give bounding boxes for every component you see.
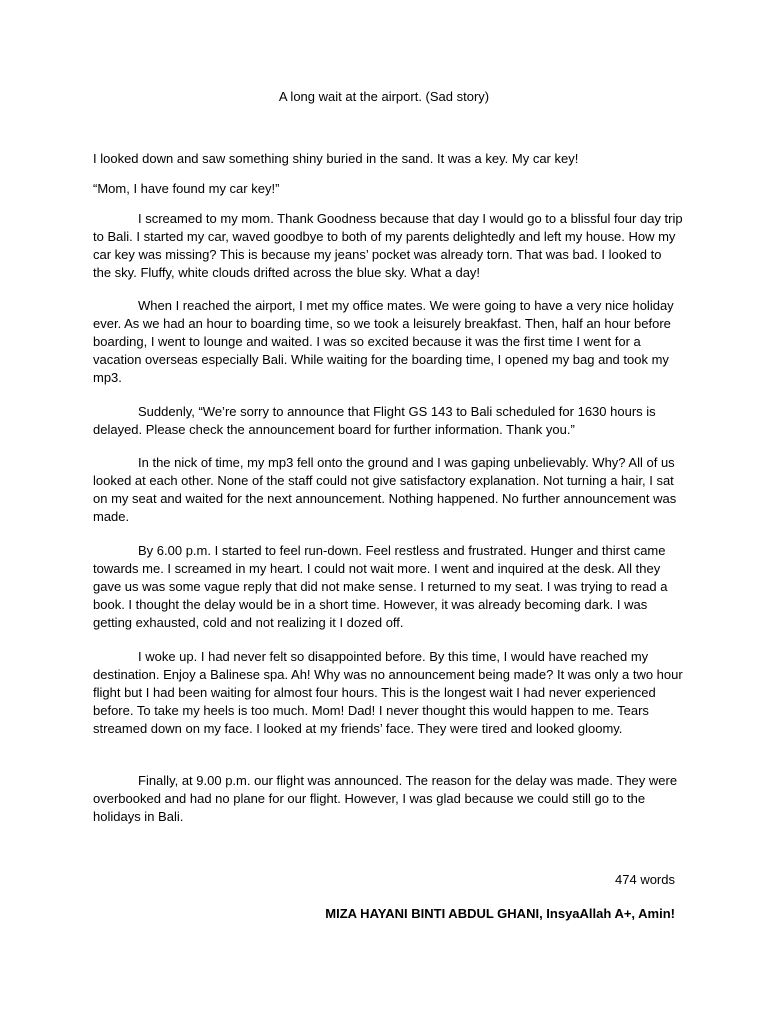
paragraph-1: I looked down and saw something shiny buried in the sand. It was a key. My car key! [93,151,579,166]
word-count: 474 words [615,872,675,887]
paragraph-4: When I reached the airport, I met my office mates. We were going to have a very nice holiday ever. As we had an hour to boarding time, so we took a leisurely breakfast. Then, half an hour before boarding, I went to lounge and waited. I was so excited because it was the first time I went for a vacation overseas especially Bali. While waiting for the boarding time, I opened my bag and took my mp3. [93,298,674,385]
paragraph-9: Finally, at 9.00 p.m. our flight was announced. The reason for the delay was made. They were overbooked and had no plane for our flight. However, I was glad because we could still go to the holidays in Bali. [93,773,678,824]
author-signature: MIZA HAYANI BINTI ABDUL GHANI, InsyaAllah A+, Amin! [325,906,675,921]
paragraph-6: In the nick of time, my mp3 fell onto the ground and I was gaping unbelievably. Why? All of us looked at each other. None of the staff could not give satisfactory explanation. Not turning a hair, I sat on my seat and waited for the next announcement. Nothing happened. No further announcement was made. [93,455,677,524]
paragraph-3: I screamed to my mom. Thank Goodness because that day I would go to a blissful four day trip to Bali. I started my car, waved goodbye to both of my parents delightedly and left my house. How my car key was missing? This is because my jeans’ pocket was already torn. That was bad. I looked to the sky. Fluffy, white clouds drifted across the blue sky. What a day! [93,211,683,280]
paragraph-2: “Mom, I have found my car key!” [93,181,280,196]
paragraph-7: By 6.00 p.m. I started to feel run-down. Feel restless and frustrated. Hunger and thirst came towards me. I screamed in my heart. I could not wait more. I went and inquired at the desk. All they gave us was some vague reply that did not make sense. I returned to my seat. I was trying to read a book. I thought the delay would be in a short time. However, it was already becoming dark. I was getting exhausted, cold and not realizing it I dozed off. [93,543,668,630]
paragraph-5: Suddenly, “We’re sorry to announce that Flight GS 143 to Bali scheduled for 1630 hours is delayed. Please check the announcement board for further information. Thank you.” [93,404,656,437]
document-title: A long wait at the airport. (Sad story) [278,89,490,104]
paragraph-8: I woke up. I had never felt so disappointed before. By this time, I would have reached my destination. Enjoy a Balinese spa. Ah! Why was no announcement being made? It was only a two hour flight but I had been waiting for almost four hours. This is the longest wait I had never experienced before. To take my heels is too much. Mom! Dad! I never thought this would happen to me. Tears streamed down on my face. I looked at my friends’ face. They were tired and looked gloomy. [93,649,683,736]
